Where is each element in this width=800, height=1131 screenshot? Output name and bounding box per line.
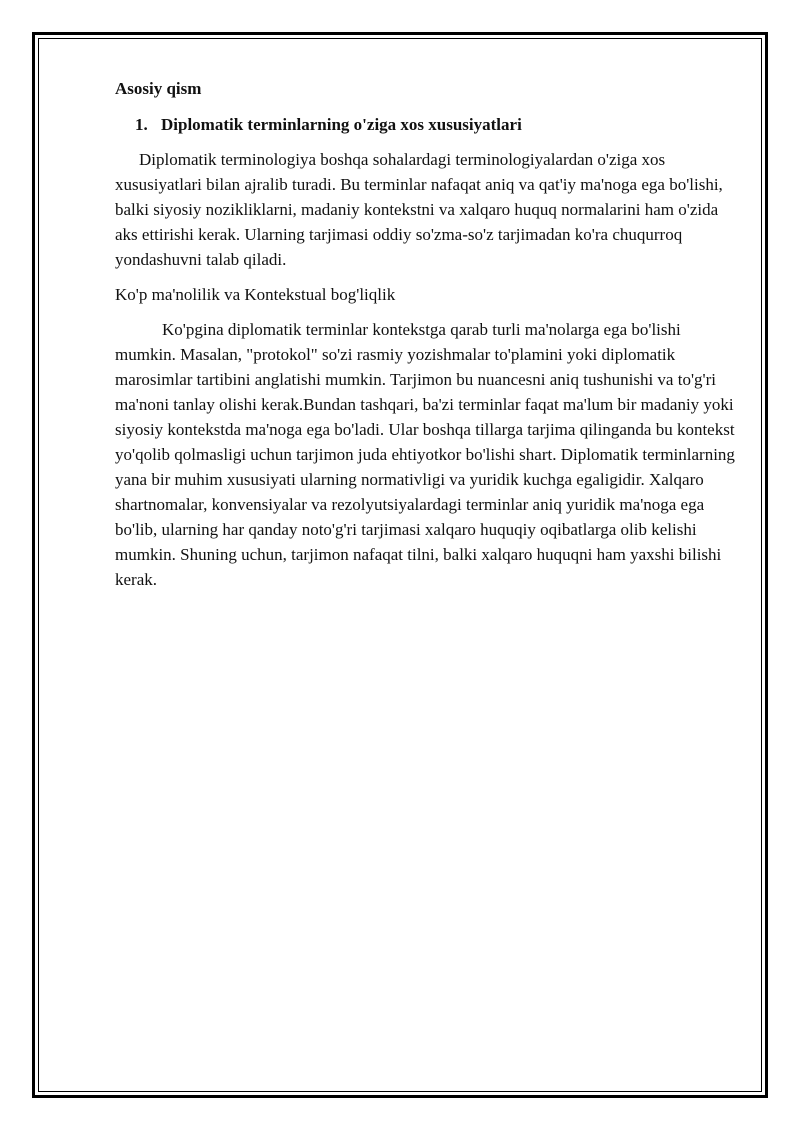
heading-number: 1. <box>135 115 148 134</box>
paragraph-intro: Diplomatik terminologiya boshqa sohalardagi terminologiyalardan o'ziga xos xususiyatlari bilan ajralib turadi. Bu terminlar nafaqat aniq va qat'iy ma'noga ega bo'lishi, balki siyosiy nozikliklarni, madaniy kontekstni va xalqaro huquq normalarini ham o'zida aks ettirishi kerak. Ularning tarjimasi oddiy so'zma-so'z tarjimadan ko'ra chuqurroq yondashuvni talab qiladi. <box>115 150 723 269</box>
paragraph-body: Ko'pgina diplomatik terminlar kontekstga qarab turli ma'nolarga ega bo'lishi mumkin. Masalan, "protokol" so'zi rasmiy yozishmalar to'plamini yoki diplomatik marosimlar tartibini anglatishi mumkin. Tarjimon bu nuancesni aniq tushunishi va to'g'ri ma'noni tanlay olishi kerak.Bundan tashqari, ba'zi terminlar faqat ma'lum bir madaniy yoki siyosiy kontekstda ma'noga ega bo'ladi. Ular boshqa tillarga tarjima qilinganda bu kontekst yo'qolib qolmasligi uchun tarjimon juda ehtiyotkor bo'lishi shart. Diplomatik terminlarning yana bir muhim xususiyati ularning normativligi va yuridik kuchga egaligidir. Xalqaro shartnomalar, konvensiyalar va rezolyutsiyalardagi terminlar aniq yuridik ma'noga ega bo'lib, ularning har qanday noto'g'ri tarjimasi xalqaro huquqiy oqibatlarga olib kelishi mumkin. Shuning uchun, tarjimon nafaqat tilni, balki xalqaro huquqni ham yaxshi bilishi kerak. <box>115 320 735 589</box>
numbered-heading <box>135 112 737 137</box>
subheading: Ko'p ma'nolilik va Kontekstual bog'liqlik <box>115 285 396 304</box>
heading-text: Diplomatik terminlarning o'ziga xos xususiyatlari <box>161 115 522 134</box>
section-heading: Asosiy qism <box>115 79 202 98</box>
document-body <box>115 76 737 592</box>
